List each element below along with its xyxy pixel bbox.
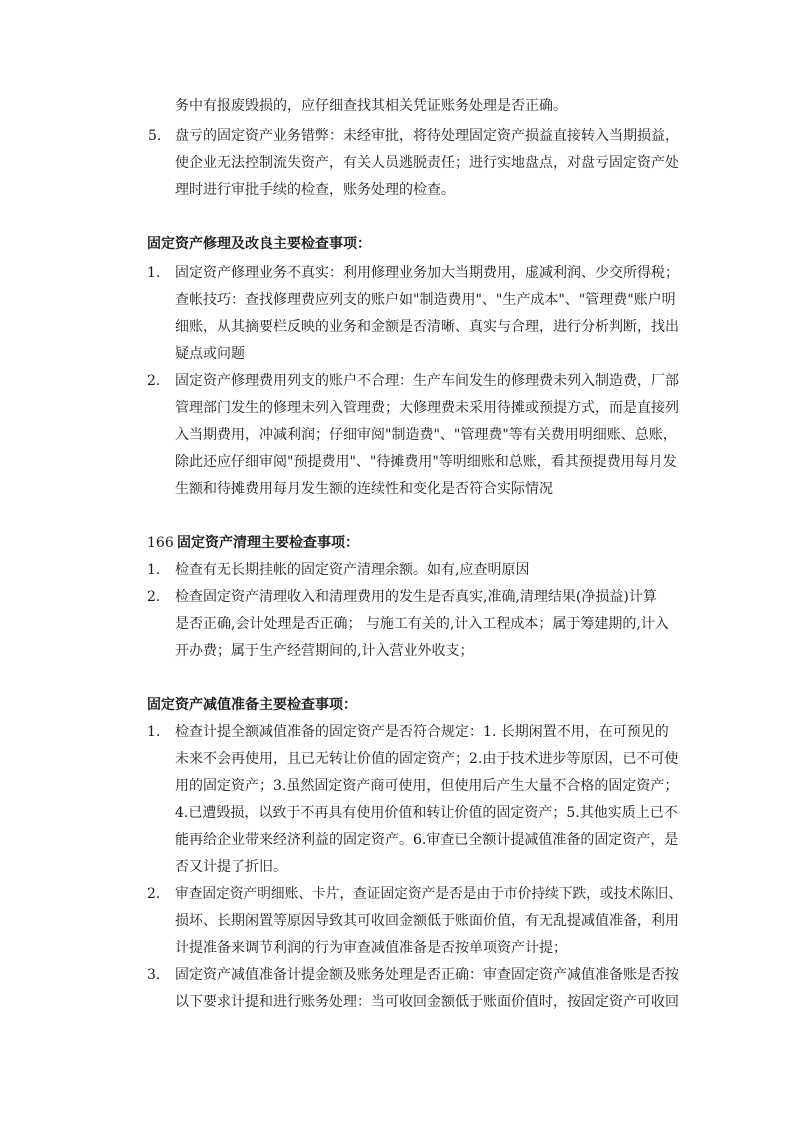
paragraph-line: 以下要求计提和进行账务处理：当可收回金额低于账面价值时，按固定资产可收回: [175, 994, 679, 1010]
list-number: 1.: [147, 724, 161, 740]
paragraph-line: 入当期费用，冲减利润；仔细审阅"制造费"、"管理费"等有关费用明细账、总账，: [175, 427, 677, 443]
paragraph-line: 审查固定资产明细账、卡片，查证固定资产是否是由于市价持续下跌，或技术陈旧、: [175, 886, 683, 902]
section-heading: 固定资产减值准备主要检查事项：: [147, 697, 357, 713]
paragraph-line: 检查计提全额减值准备的固定资产是否符合规定：1. 长期闲置不用，在可预见的: [175, 724, 669, 740]
section-heading: 固定资产修理及改良主要检查事项：: [147, 236, 371, 252]
paragraph-line: 固定资产修理业务不真实：利用修理业务加大当期费用，虚减利润、少交所得税；: [175, 265, 679, 281]
paragraph-line: 是否正确,会计处理是否正确； 与施工有关的,计入工程成本；属于筹建期的,计入: [175, 616, 669, 632]
paragraph-line: 用的固定资产；3.虽然固定资产商可使用，但使用后产生大量不合格的固定资产；: [175, 778, 679, 794]
section-number: 166: [147, 535, 174, 551]
paragraph-line: 使企业无法控制流失资产，有关人员逃脱责任；进行实地盘点，对盘亏固定资产处: [175, 155, 679, 171]
paragraph-line: 检查固定资产清理收入和清理费用的发生是否真实,准确,清理结果(净损益)计算: [175, 589, 657, 605]
paragraph-line: 理时进行审批手续的检查，账务处理的检查。: [175, 182, 455, 198]
paragraph-line: 损坏、长期闲置等原因导致其可收回金额低于账面价值，有无乱提减值准备，利用: [175, 913, 679, 929]
paragraph-line: 能再给企业带来经济利益的固定资产。6.审查已全额计提减值准备的固定资产，是: [175, 832, 679, 848]
paragraph-line: 计提准备来调节利润的行为审查减值准备是否按单项资产计提；: [175, 940, 567, 956]
list-number: 3.: [147, 967, 161, 983]
paragraph-line: 开办费；属于生产经营期间的,计入营业外收支；: [175, 643, 474, 659]
paragraph-line: 检查有无长期挂帐的固定资产清理余额。如有,应查明原因: [175, 562, 530, 578]
list-number: 1.: [147, 265, 161, 281]
section-heading: 固定资产清理主要检查事项：: [177, 535, 359, 551]
list-number: 2.: [147, 886, 161, 902]
list-number: 1.: [147, 562, 161, 578]
paragraph-line: 4.已遭毁损，以致于不再具有使用价值和转让价值的固定资产；5.其他实质上已不: [175, 805, 678, 821]
list-number: 5.: [148, 128, 162, 144]
paragraph-line: 固定资产减值准备计提金额及账务处理是否正确：审查固定资产减值准备账是否按: [175, 967, 679, 983]
list-number: 2.: [147, 373, 161, 389]
paragraph-line: 否又计提了折旧。: [175, 859, 287, 875]
paragraph-line: 除此还应仔细审阅"预提费用"、"待摊费用"等明细账和总账，看其预提费用每月发: [175, 454, 677, 470]
paragraph-line: 管理部门发生的修理未列入管理费；大修理费未采用待摊或预提方式，而是直接列: [175, 400, 679, 416]
paragraph-line: 生额和待摊费用每月发生额的连续性和变化是否符合实际情况: [175, 481, 553, 497]
paragraph-line: 疑点或问题: [175, 346, 245, 362]
list-number: 2.: [147, 589, 161, 605]
paragraph-line: 盘亏的固定资产业务错弊：未经审批，将待处理固定资产损益直接转入当期损益，: [175, 128, 679, 144]
paragraph-line: 未来不会再使用，且已无转让价值的固定资产；2.由于技术进步等原因，已不可使: [175, 751, 679, 767]
paragraph-line: 务中有报废毁损的，应仔细查找其相关凭证账务处理是否正确。: [175, 98, 567, 114]
paragraph-line: 固定资产修理费用列支的账户不合理：生产车间发生的修理费未列入制造费，厂部: [175, 373, 679, 389]
paragraph-line: 查帐技巧：查找修理费应列支的账户如"制造费用"、"生产成本"、"管理费"账户明: [175, 292, 676, 308]
paragraph-line: 细账，从其摘要栏反映的业务和金额是否清晰、真实与合理，进行分析判断，找出: [175, 319, 679, 335]
